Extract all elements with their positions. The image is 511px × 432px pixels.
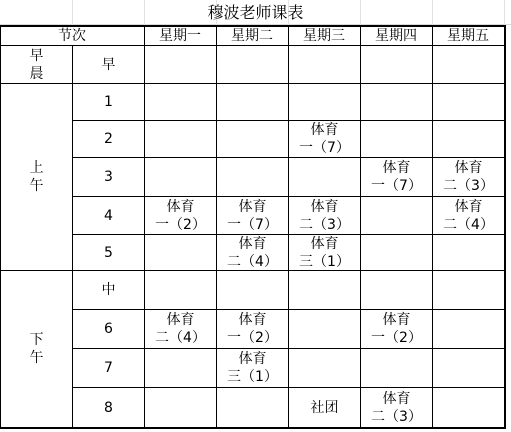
header-day-wed[interactable]: 星期三 xyxy=(303,28,345,44)
schedule-cell[interactable]: 体育 一（7） xyxy=(371,160,422,194)
schedule-cell[interactable] xyxy=(217,84,288,120)
schedule-cell[interactable] xyxy=(433,349,504,387)
period-label[interactable]: 2 xyxy=(104,131,113,147)
schedule-cell[interactable] xyxy=(361,271,432,309)
schedule-cell[interactable] xyxy=(433,46,504,83)
schedule-cell[interactable] xyxy=(289,46,360,83)
schedule-cell[interactable] xyxy=(361,235,432,270)
schedule-cell[interactable] xyxy=(361,84,432,120)
period-label[interactable]: 8 xyxy=(104,399,113,416)
schedule-cell[interactable] xyxy=(145,235,216,270)
period-label[interactable]: 5 xyxy=(104,244,113,261)
schedule-cell[interactable] xyxy=(145,349,216,387)
schedule-cell[interactable] xyxy=(145,84,216,120)
header-day-mon[interactable]: 星期一 xyxy=(159,28,201,44)
period-label[interactable]: 7 xyxy=(104,360,113,376)
schedule-cell[interactable] xyxy=(361,121,432,157)
period-label[interactable]: 中 xyxy=(101,282,116,298)
border-bottom xyxy=(0,427,506,429)
header-day-tue[interactable]: 星期二 xyxy=(231,28,273,44)
schedule-cell[interactable] xyxy=(289,271,360,309)
schedule-cell[interactable]: 体育 三（1） xyxy=(227,351,278,385)
schedule-cell[interactable] xyxy=(433,310,504,348)
period-label[interactable]: 3 xyxy=(104,169,113,185)
schedule-cell[interactable] xyxy=(433,84,504,120)
section-morning[interactable]: 上 午 xyxy=(29,160,44,194)
schedule-cell[interactable]: 体育 二（3） xyxy=(371,390,422,425)
schedule-cell[interactable] xyxy=(361,349,432,387)
schedule-cell[interactable]: 社团 xyxy=(310,399,339,416)
schedule-cell[interactable] xyxy=(289,310,360,348)
schedule-cell[interactable]: 体育 一（2） xyxy=(371,312,422,346)
schedule-cell[interactable]: 体育 一（7） xyxy=(299,122,350,156)
header-period[interactable]: 节次 xyxy=(58,28,86,44)
schedule-cell[interactable] xyxy=(433,235,504,270)
schedule-cell[interactable] xyxy=(145,271,216,309)
period-label[interactable]: 1 xyxy=(104,94,113,110)
schedule-cell[interactable] xyxy=(145,388,216,427)
period-label[interactable]: 4 xyxy=(104,207,113,224)
schedule-cell[interactable] xyxy=(145,46,216,83)
header-day-fri[interactable]: 星期五 xyxy=(447,28,489,44)
schedule-cell[interactable] xyxy=(433,121,504,157)
schedule-cell[interactable] xyxy=(361,197,432,234)
schedule-cell[interactable]: 体育 二（3） xyxy=(443,160,494,194)
schedule-cell[interactable] xyxy=(217,158,288,196)
schedule-cell[interactable]: 体育 三（1） xyxy=(299,235,350,270)
schedule-cell[interactable] xyxy=(433,271,504,309)
period-label[interactable]: 6 xyxy=(104,321,113,337)
schedule-cell[interactable]: 体育 二（4） xyxy=(155,312,206,346)
border-right xyxy=(504,25,506,429)
schedule-cell[interactable] xyxy=(289,158,360,196)
section-early[interactable]: 早 晨 xyxy=(29,47,44,82)
schedule-cell[interactable] xyxy=(217,271,288,309)
schedule-cell[interactable]: 体育 一（2） xyxy=(227,312,278,346)
schedule-cell[interactable]: 体育 二（4） xyxy=(443,198,494,233)
schedule-cell[interactable] xyxy=(145,158,216,196)
schedule-cell[interactable]: 体育 一（2） xyxy=(155,198,206,233)
period-label[interactable]: 早 xyxy=(101,56,116,73)
schedule-cell[interactable] xyxy=(217,388,288,427)
section-afternoon[interactable]: 下 午 xyxy=(29,332,44,366)
schedule-cell[interactable]: 体育 二（4） xyxy=(227,235,278,270)
schedule-cell[interactable] xyxy=(217,121,288,157)
schedule-cell[interactable] xyxy=(289,349,360,387)
page-title[interactable]: 穆波老师课表 xyxy=(207,3,304,22)
schedule-cell[interactable] xyxy=(433,388,504,427)
schedule-cell[interactable]: 体育 一（7） xyxy=(227,198,278,233)
schedule-cell[interactable] xyxy=(145,121,216,157)
schedule-cell[interactable]: 体育 二（3） xyxy=(299,198,350,233)
schedule-cell[interactable] xyxy=(361,46,432,83)
schedule-cell[interactable] xyxy=(217,46,288,83)
header-day-thu[interactable]: 星期四 xyxy=(375,28,417,44)
schedule-cell[interactable] xyxy=(289,84,360,120)
